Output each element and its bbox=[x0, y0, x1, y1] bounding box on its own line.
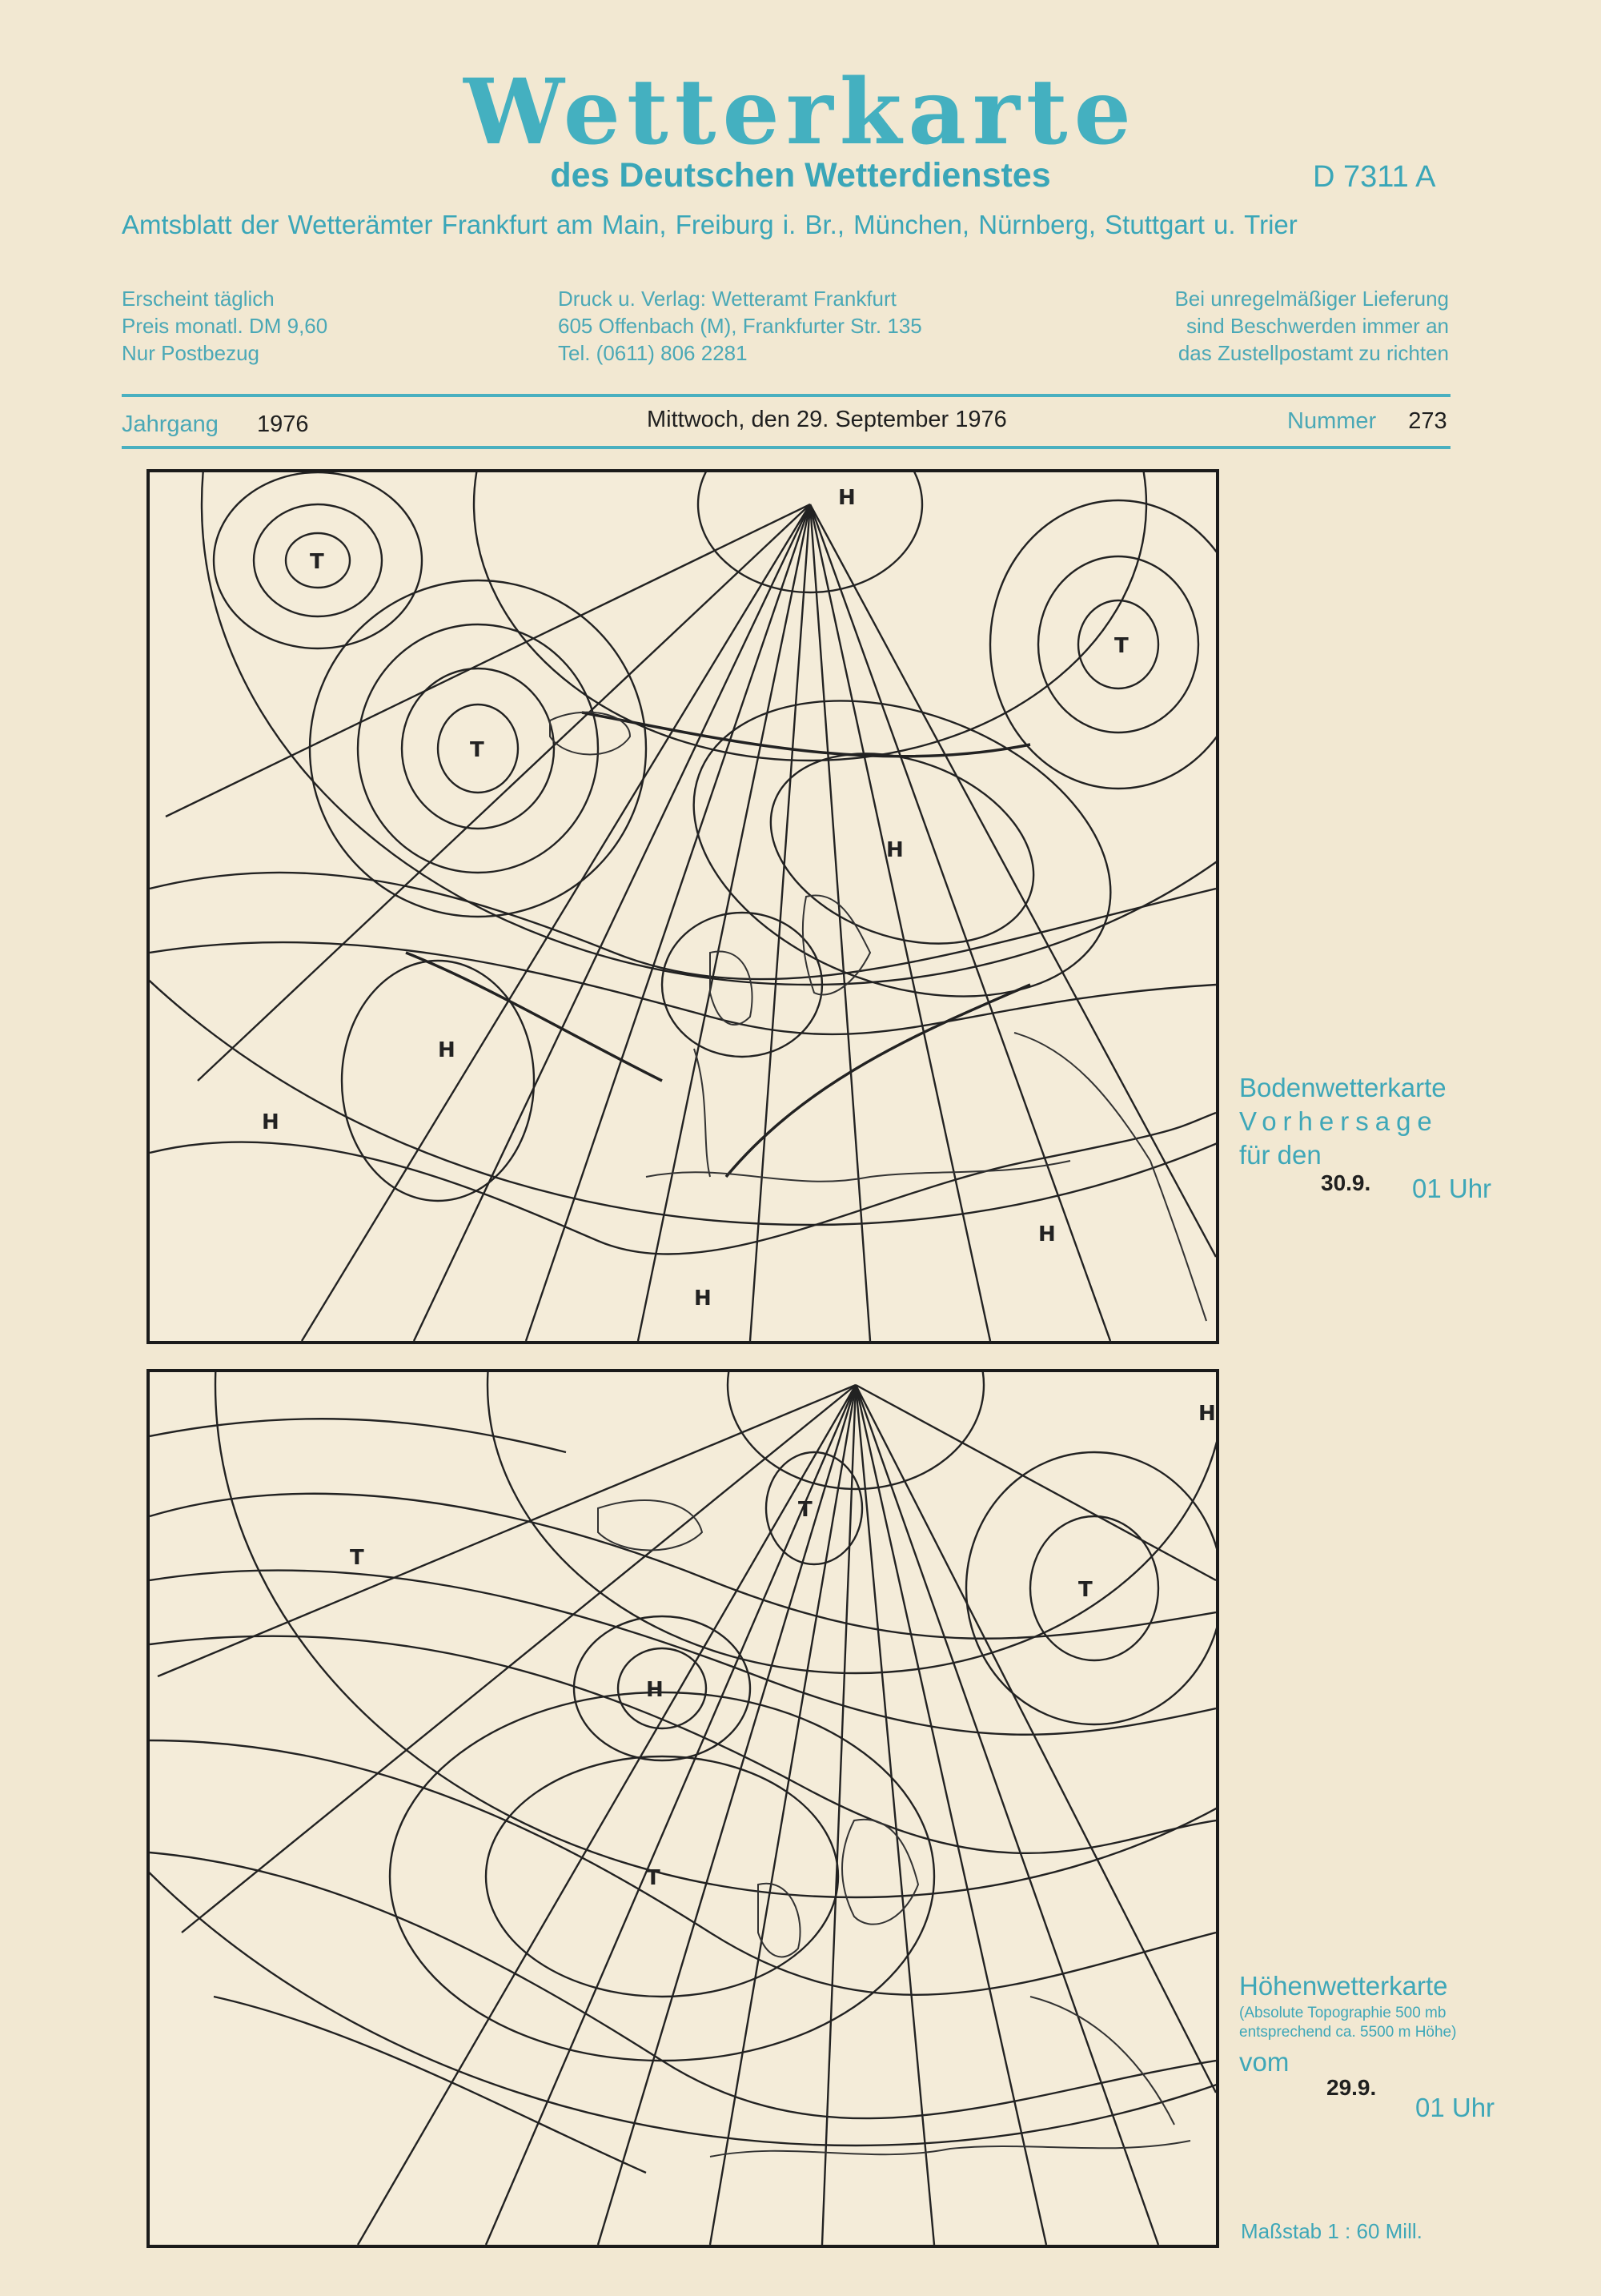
map-symbol: H bbox=[438, 1038, 455, 1062]
jahrgang bbox=[122, 411, 309, 438]
map-symbol: T bbox=[350, 1546, 364, 1570]
nummer bbox=[1287, 408, 1447, 435]
surface-caption-line: Bodenwetterkarte bbox=[1239, 1073, 1447, 1102]
upper-time: 01 Uhr bbox=[1415, 2093, 1495, 2122]
nummer-label: Nummer bbox=[1287, 408, 1377, 434]
info-middle bbox=[558, 285, 922, 367]
amtsblatt-line: Amtsblatt der Wetterämter Frankfurt am Main, Freiburg i. Br., München, Nürnberg, Stuttgart u. Trier bbox=[122, 210, 1298, 239]
upper-caption bbox=[1239, 1969, 1447, 2003]
jahrgang-label: Jahrgang bbox=[122, 411, 219, 437]
info-left-line: Erscheint täglich bbox=[122, 287, 275, 311]
map-symbol: H bbox=[1038, 1222, 1056, 1246]
upper-vom: vom bbox=[1239, 2047, 1290, 2077]
surface-caption-line: Vorhersage bbox=[1239, 1106, 1438, 1136]
newspaper-title: Wetterkarte bbox=[463, 60, 1138, 165]
info-left-line: Nur Postbezug bbox=[122, 341, 259, 365]
map-symbol: H bbox=[646, 1678, 664, 1702]
jahrgang-value: 1976 bbox=[257, 411, 309, 437]
info-left-line: Preis monatl. DM 9,60 bbox=[122, 314, 328, 338]
issue-date: Mittwoch, den 29. September 1976 bbox=[647, 407, 1007, 432]
upper-caption-line: Höhenwetterkarte bbox=[1239, 1971, 1448, 2001]
surface-caption-line: für den bbox=[1239, 1140, 1322, 1170]
info-middle-line: Druck u. Verlag: Wetteramt Frankfurt bbox=[558, 287, 897, 311]
publication-code: D 7311 A bbox=[1313, 160, 1436, 194]
map-symbol: T bbox=[1078, 1578, 1093, 1602]
info-right-line: das Zustellpostamt zu richten bbox=[1178, 341, 1449, 365]
info-left bbox=[122, 285, 327, 367]
map-symbol: H bbox=[694, 1286, 712, 1311]
map-symbol: H bbox=[886, 838, 904, 862]
nummer-value: 273 bbox=[1408, 408, 1447, 434]
upper-map-drawing bbox=[150, 1372, 1216, 2245]
map-symbol: T bbox=[310, 550, 324, 574]
info-middle-line: Tel. (0611) 806 2281 bbox=[558, 341, 748, 365]
map-symbol: H bbox=[838, 486, 856, 510]
map-symbol: H bbox=[1198, 1402, 1216, 1426]
map-symbol: T bbox=[646, 1866, 660, 1890]
newspaper-subtitle: des Deutschen Wetterdienstes bbox=[550, 156, 1051, 195]
info-right bbox=[1135, 285, 1449, 367]
upper-note-line: entsprechend ca. 5500 m Höhe) bbox=[1239, 2024, 1457, 2041]
surface-map-drawing bbox=[150, 472, 1216, 1341]
upper-note-line: (Absolute Topographie 500 mb bbox=[1239, 2005, 1447, 2021]
bottom-rule bbox=[122, 446, 1451, 449]
map-symbol: T bbox=[1114, 634, 1129, 658]
map-symbol: T bbox=[798, 1498, 813, 1522]
upper-air-map bbox=[146, 1369, 1219, 2248]
surface-weather-map bbox=[146, 469, 1219, 1344]
map-symbol: H bbox=[262, 1110, 279, 1134]
map-scale: Maßstab 1 : 60 Mill. bbox=[1241, 2219, 1422, 2243]
map-symbol: T bbox=[470, 738, 484, 762]
surface-time: 01 Uhr bbox=[1412, 1174, 1492, 1203]
info-middle-line: 605 Offenbach (M), Frankfurter Str. 135 bbox=[558, 314, 922, 338]
surface-date: 30.9. bbox=[1321, 1170, 1371, 1195]
upper-note bbox=[1239, 2004, 1456, 2042]
surface-caption bbox=[1239, 1071, 1447, 1172]
info-right-line: sind Beschwerden immer an bbox=[1186, 314, 1449, 338]
upper-date: 29.9. bbox=[1326, 2075, 1377, 2100]
top-rule bbox=[122, 394, 1451, 397]
info-right-line: Bei unregelmäßiger Lieferung bbox=[1174, 287, 1449, 311]
